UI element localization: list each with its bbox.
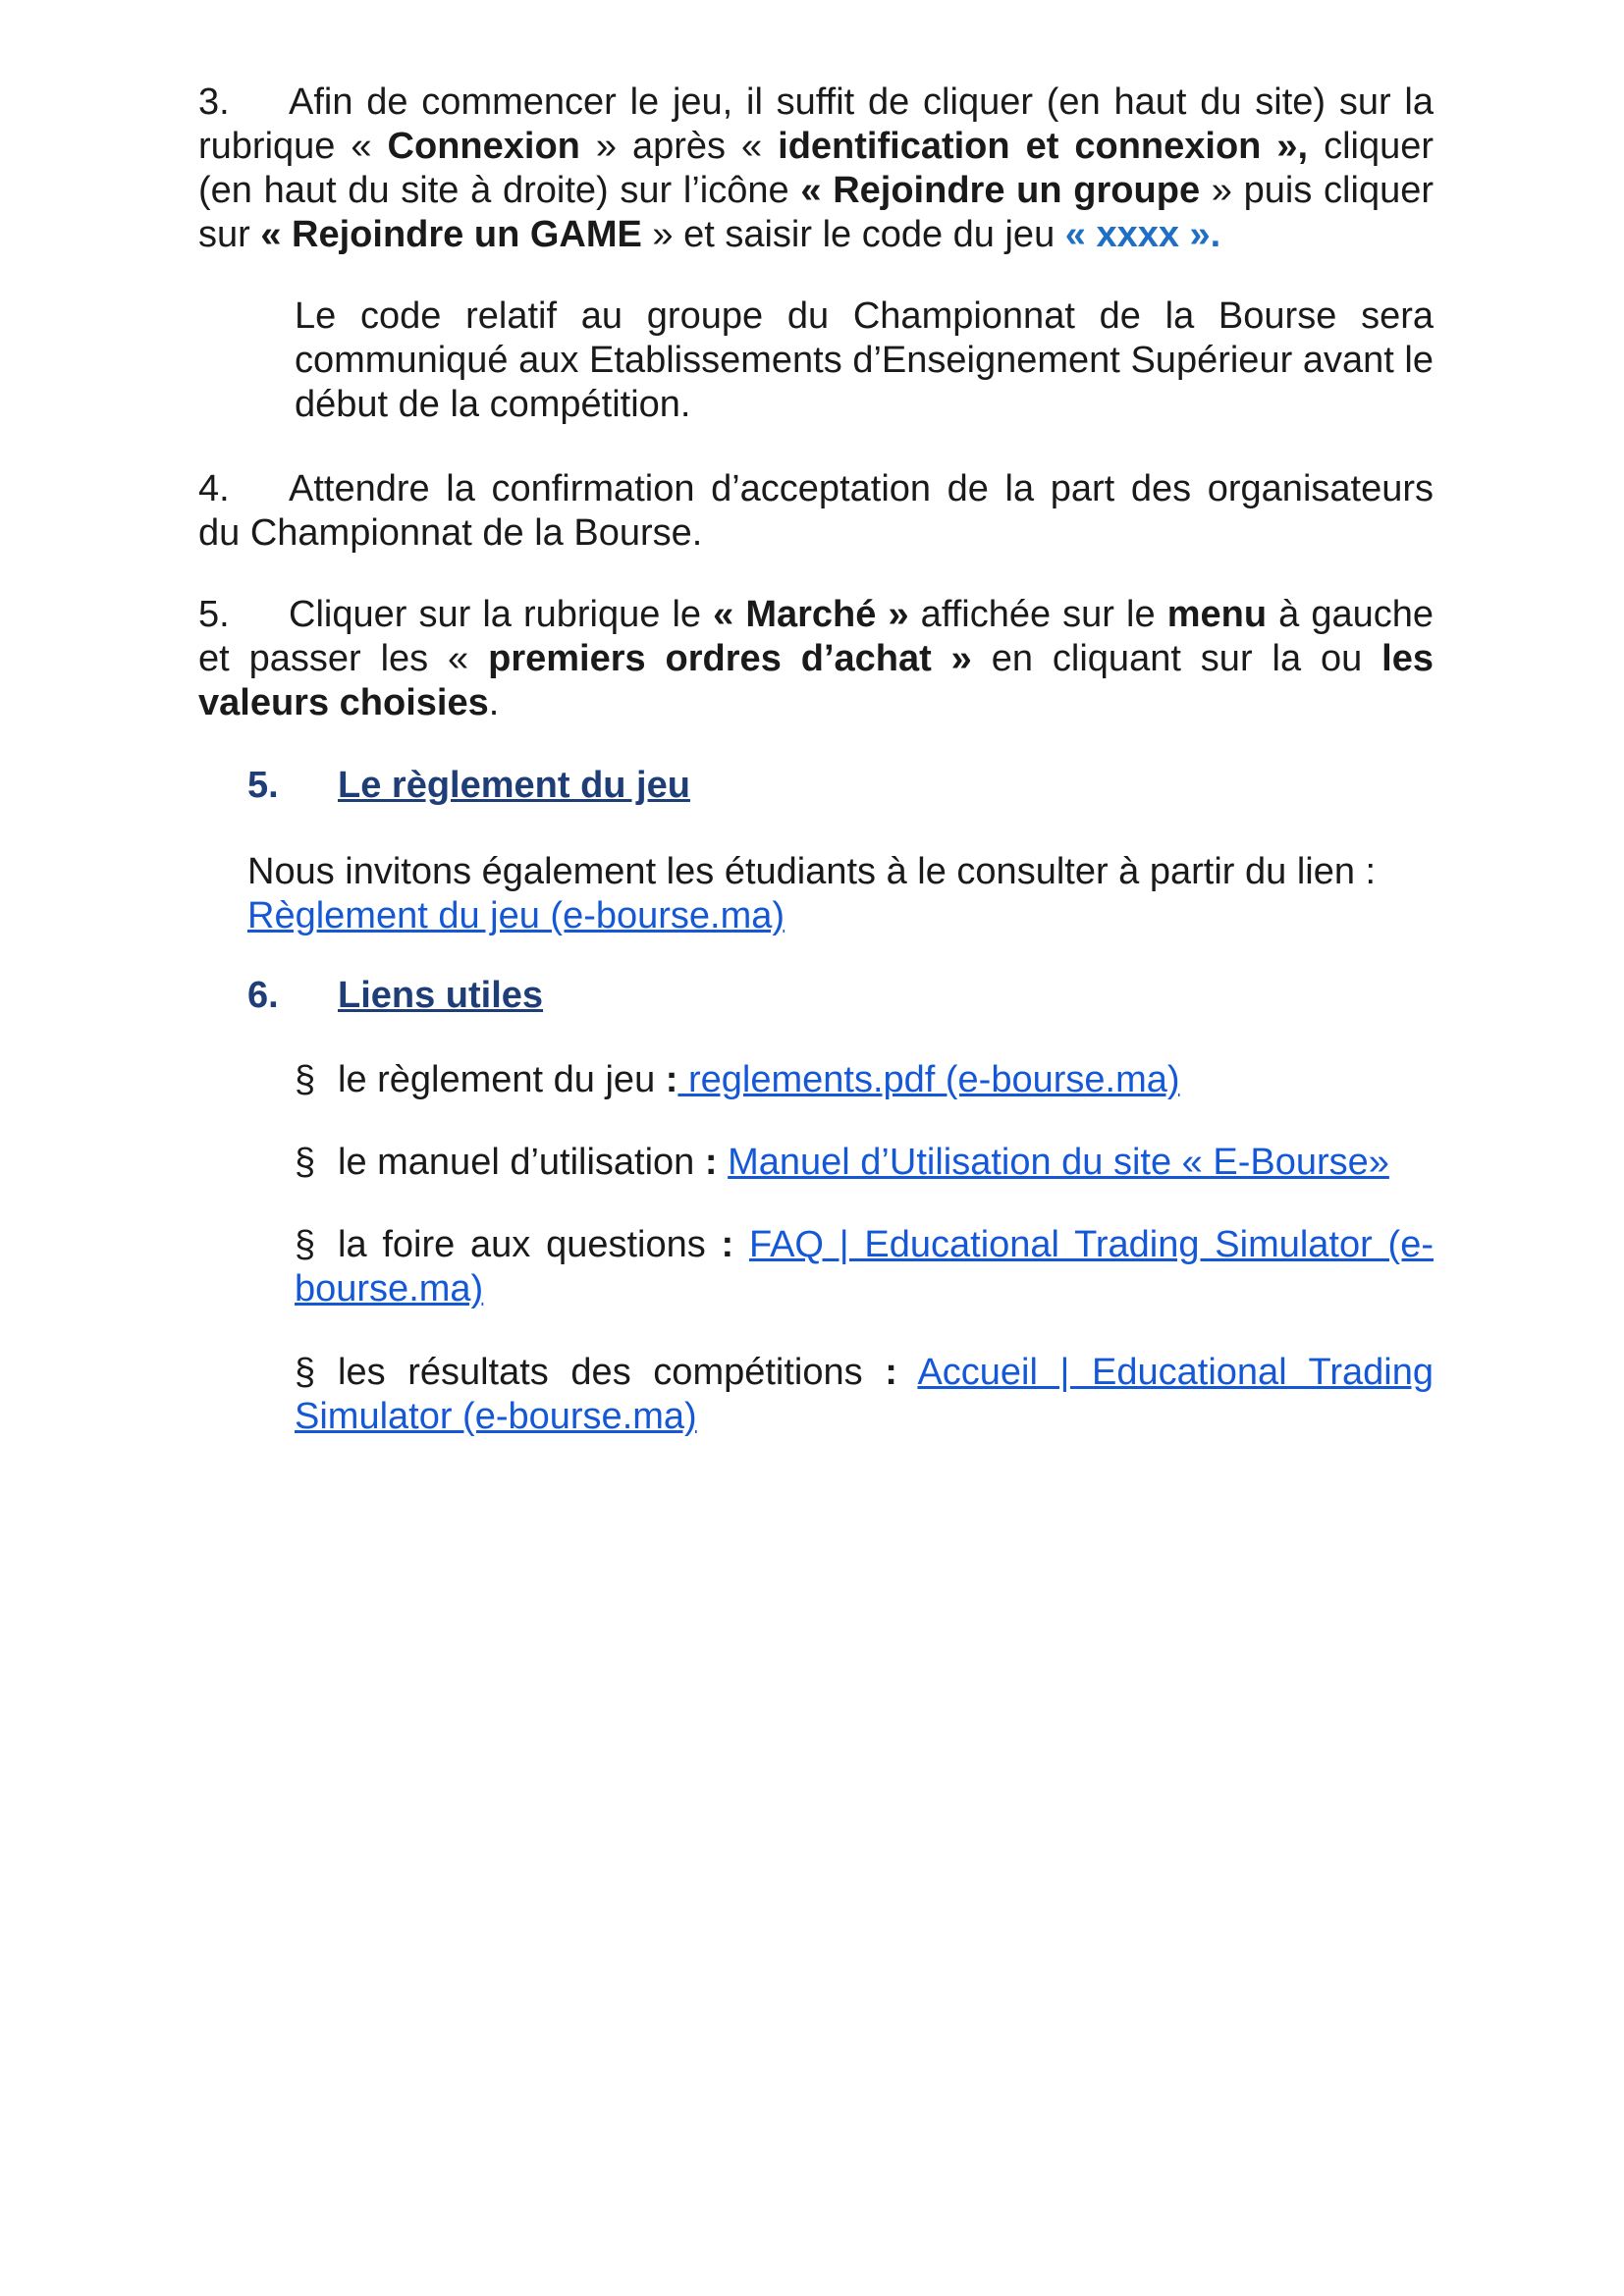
step-3-bold-rejoindre-groupe: « Rejoindre un groupe (800, 170, 1201, 211)
section-5-title: Le règlement du jeu (338, 765, 690, 806)
step-4-text: Attendre la confirmation d’acceptation de la part des organisateurs du Championnat de la Bourse. (198, 468, 1434, 554)
link-separator: : (721, 1224, 734, 1265)
step-3-text-2: » après « (579, 126, 779, 167)
step-5-paragraph (198, 593, 1434, 725)
faq-link[interactable]: FAQ | Educational Trading Simulator (e-bourse.ma) (295, 1224, 1434, 1309)
bullet-icon: § (295, 1142, 316, 1183)
step-3-bold-identification: identification et connexion », (778, 126, 1309, 167)
step-5-text-4: en cliquant sur la ou (971, 638, 1382, 679)
link-label: la foire aux questions (338, 1224, 722, 1265)
section-6-title: Liens utiles (338, 975, 544, 1016)
link-separator: : (704, 1142, 718, 1183)
step-3-paragraph (198, 80, 1434, 257)
manuel-utilisation-link[interactable]: Manuel d’Utilisation du site « E-Bourse» (728, 1142, 1389, 1183)
step-3-text-5: » et saisir le code du jeu (641, 214, 1065, 255)
step-5-bold-valeurs: les valeurs choisies (198, 638, 1434, 723)
link-separator: : (885, 1352, 897, 1393)
list-item (295, 1058, 1434, 1102)
step-4-number: 4. (198, 468, 230, 509)
reglement-link[interactable]: Règlement du jeu (e-bourse.ma) (247, 895, 785, 936)
step-5-text-3: à gauche et passer les « (198, 594, 1434, 679)
accueil-resultats-link[interactable]: Accueil | Educational Trading Simulator (e-bourse.ma) (295, 1352, 1434, 1437)
list-item (295, 1223, 1434, 1311)
list-item (295, 1351, 1434, 1439)
step-5-text-5: . (488, 682, 500, 723)
section-5-text: Nous invitons également les étudiants à le consulter à partir du lien : (247, 851, 1377, 892)
step-3-number: 3. (198, 81, 230, 123)
step-3-text-3: cliquer (en haut du site à droite) sur l’icône (198, 126, 1435, 211)
bullet-icon: § (295, 1059, 316, 1100)
step-3-bold-connexion: Connexion (387, 126, 580, 167)
list-item (295, 1141, 1434, 1185)
section-6-heading (247, 974, 543, 1018)
section-5-number: 5. (247, 765, 279, 806)
step-5-text-2: affichée sur le (908, 594, 1167, 635)
step-3-text-1: Afin de commencer le jeu, il suffit de cliquer (en haut du site) sur la rubrique « (198, 81, 1434, 167)
link-label: les résultats des compétitions (338, 1352, 886, 1393)
section-5-heading (247, 764, 690, 808)
step-5-bold-menu: menu (1166, 594, 1268, 635)
step-5-number: 5. (198, 594, 230, 635)
step-5-text-1: Cliquer sur la rubrique le (289, 594, 714, 635)
link-label: le règlement du jeu (338, 1059, 666, 1100)
bullet-icon: § (295, 1352, 316, 1393)
section-6-number: 6. (247, 975, 279, 1016)
section-5-paragraph (247, 850, 1377, 938)
reglements-pdf-link[interactable]: reglements.pdf (e-bourse.ma) (677, 1059, 1180, 1100)
step-3-bold-rejoindre-game: « Rejoindre un GAME (260, 214, 642, 255)
step-5-bold-marche: « Marché » (713, 594, 909, 635)
step-4-paragraph (198, 467, 1434, 556)
bullet-icon: § (295, 1224, 316, 1265)
step-5-bold-ordres: premiers ordres d’achat » (488, 638, 972, 679)
link-label: le manuel d’utilisation (338, 1142, 705, 1183)
step-3-text-4: » puis cliquer sur (198, 170, 1435, 255)
game-code: « xxxx ». (1064, 214, 1221, 255)
step-3-note: Le code relatif au groupe du Championnat de la Bourse sera communiqué aux Etablissements d’Enseignement Supérieur avant le début de la compétition. (295, 295, 1434, 425)
link-separator: : (665, 1059, 678, 1100)
